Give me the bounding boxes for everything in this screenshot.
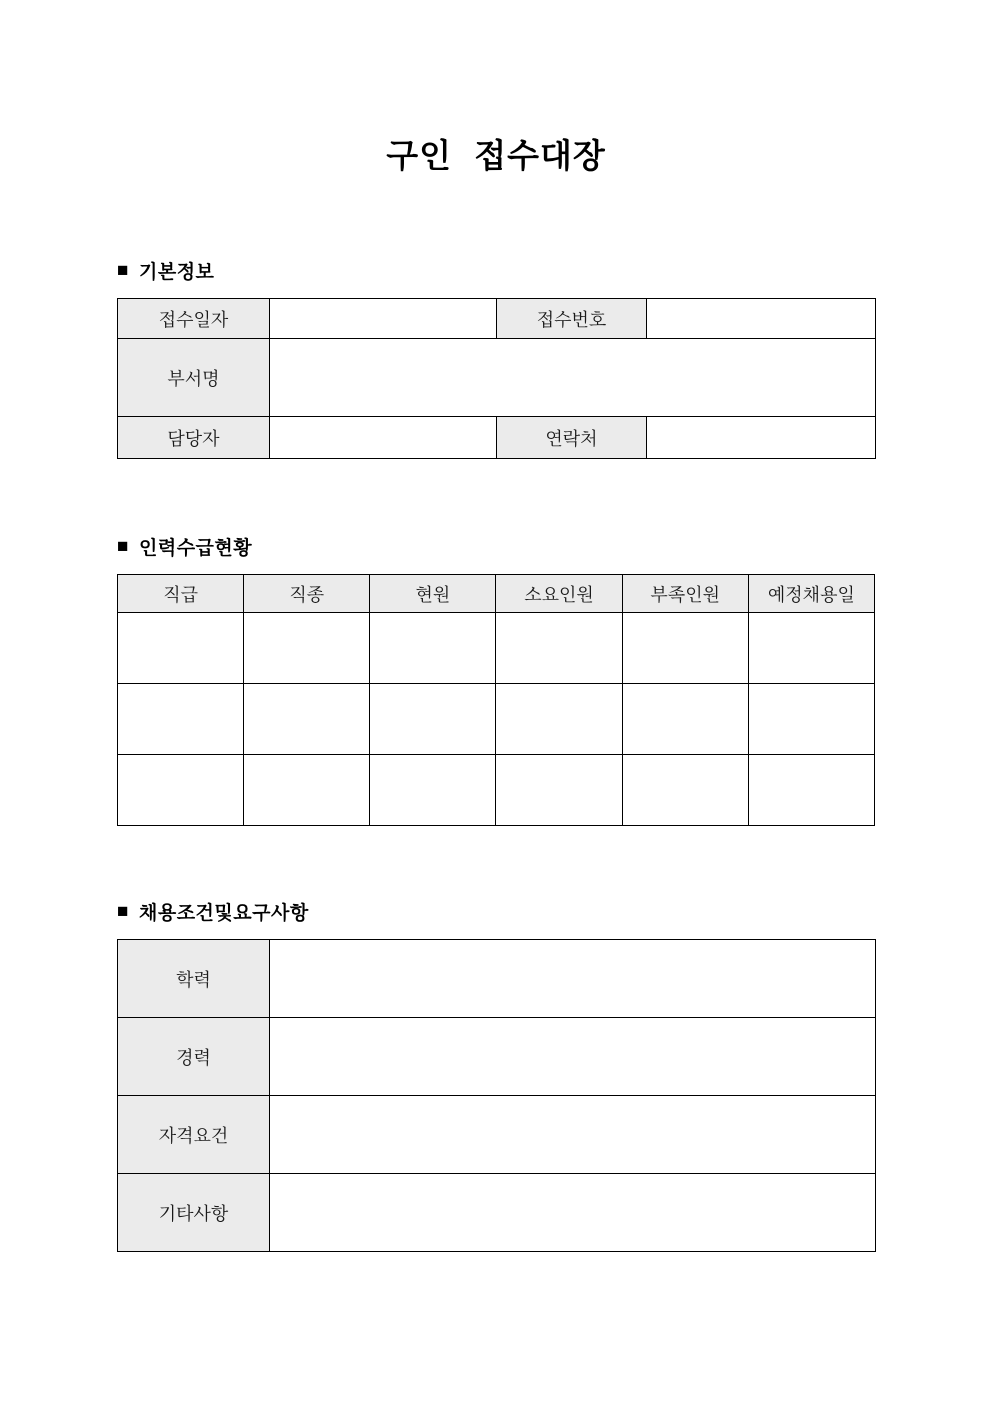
department-value-cell [270,339,876,417]
empty-cell [496,613,622,684]
column-header-shortage: 부족인원 [622,575,748,613]
education-value-cell [270,940,876,1018]
requirements-table [117,939,876,1252]
document-title: 구인 접수대장 [386,137,606,174]
receipt-date-label-cell: 접수일자 [118,299,270,339]
section-manpower-heading [117,533,875,560]
column-header-rank: 직급 [118,575,244,613]
column-header-current-staff: 현원 [370,575,496,613]
receipt-no-value-cell [647,299,876,339]
empty-cell [748,755,874,826]
contact-value-cell [647,417,876,459]
receipt-date-value-cell [270,299,497,339]
empty-cell [118,684,244,755]
empty-cell [118,613,244,684]
column-header-planned-hire-date: 예정채용일 [748,575,874,613]
section-basic-info [117,257,875,459]
contact-label-cell: 연락처 [497,417,647,459]
table-row [118,684,875,755]
table-row [118,940,876,1018]
square-bullet-icon: ■ [117,536,129,557]
qualification-value-cell [270,1096,876,1174]
empty-cell [244,684,370,755]
table-row [118,613,875,684]
manager-value-cell [270,417,497,459]
table-row [118,1174,876,1252]
section-requirements-heading-text: 채용조건및요구사항 [138,903,309,924]
section-manpower-heading-text: 인력수급현황 [138,538,253,559]
career-label-cell: 경력 [118,1018,270,1096]
empty-cell [370,613,496,684]
table-row [118,755,875,826]
empty-cell [370,755,496,826]
etc-value-cell [270,1174,876,1252]
empty-cell [622,684,748,755]
manpower-table [117,574,875,826]
empty-cell [370,684,496,755]
square-bullet-icon: ■ [117,901,129,922]
table-row [118,299,876,339]
empty-cell [118,755,244,826]
empty-cell [496,755,622,826]
department-label-cell: 부서명 [118,339,270,417]
career-value-cell [270,1018,876,1096]
empty-cell [622,755,748,826]
empty-cell [748,613,874,684]
receipt-no-label-cell: 접수번호 [497,299,647,339]
empty-cell [622,613,748,684]
education-label-cell: 학력 [118,940,270,1018]
table-row [118,417,876,459]
square-bullet-icon: ■ [117,260,129,281]
section-basic-heading [117,257,875,284]
section-manpower-status [117,533,875,826]
table-row [118,1018,876,1096]
etc-label-cell: 기타사항 [118,1174,270,1252]
empty-cell [496,684,622,755]
qualification-label-cell: 자격요건 [118,1096,270,1174]
table-header-row [118,575,875,613]
column-header-required-staff: 소요인원 [496,575,622,613]
section-basic-heading-text: 기본정보 [138,262,215,283]
empty-cell [748,684,874,755]
section-hiring-requirements [117,898,875,1252]
basic-info-table [117,298,876,459]
empty-cell [244,613,370,684]
empty-cell [244,755,370,826]
column-header-job-type: 직종 [244,575,370,613]
manager-label-cell: 담당자 [118,417,270,459]
section-requirements-heading [117,898,875,925]
table-row [118,1096,876,1174]
table-row [118,339,876,417]
